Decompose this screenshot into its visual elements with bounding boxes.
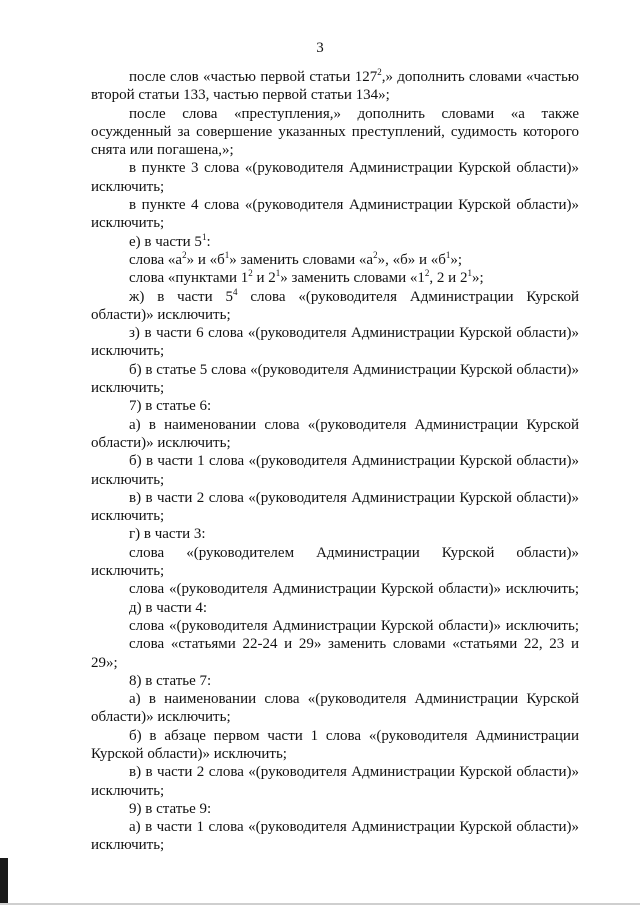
paragraph: 8) в статье 7: xyxy=(129,672,212,689)
paragraph: б) в абзаце первом части 1 слова «(руководителя Администрации Курской области)» исключить; xyxy=(91,727,579,762)
paragraph: ж) в части $5^4$ слова «(руководителя Администрации Курской области)» исключить; xyxy=(91,286,579,323)
paragraph: слова «(руководителя Администрации Курской области)» исключить; xyxy=(129,617,579,634)
paragraph: г) в части 3: xyxy=(129,526,206,543)
paragraph: б) в статье 5 слова «(руководителя Администрации Курской области)» исключить; xyxy=(91,361,579,397)
paragraph: в) в части 2 слова «(руководителя Администрации Курской области)» исключить; xyxy=(91,489,579,525)
paragraph: 7) в статье 6: xyxy=(129,398,212,415)
paragraph: д) в части 4: xyxy=(129,599,208,616)
paragraph: слова «(руководителя Администрации Курской области)» исключить; xyxy=(129,581,579,598)
paragraph: б) в части 1 слова «(руководителя Администрации Курской области)» исключить; xyxy=(91,453,579,488)
paragraph: в) в части 2 слова «(руководителя Администрации Курской области)» исключить; xyxy=(91,764,579,799)
paragraph: слова «(руководителем Администрации Курской области)» исключить; xyxy=(91,544,579,580)
paragraph: слова «статьями 22-24 и 29» заменить словами «статьями 22, 23 и 29»; xyxy=(91,636,579,671)
paragraph: слова «пунктами $1^2$ и $2^1$» заменить словами «$1^2$, 2 и $2^1$»; xyxy=(129,268,484,287)
paragraph: з) в части 6 слова «(руководителя Администрации Курской области)» исключить; xyxy=(91,325,579,360)
paragraph: после слов «частью первой статьи $127^2$,» дополнить словами «частью второй статьи 133, частью первой статьи 134»; xyxy=(91,67,579,104)
paragraph: 9) в статье 9: xyxy=(129,800,212,817)
paragraph: после слова «преступления,» дополнить словами «а также осужденный за совершение указанных преступлений, судимость которого снята или погашена,»; xyxy=(91,105,579,159)
paragraph: е) в части $5^1$: xyxy=(129,231,211,250)
paragraph: слова «$а^2$» и «$б^1$» заменить словами «$а^2$», «б» и «$б^1$»; xyxy=(129,249,463,268)
paragraph: в пункте 3 слова «(руководителя Администрации Курской области)» исключить; xyxy=(91,160,579,195)
scan-edge-shadow xyxy=(0,858,8,905)
paragraph: в пункте 4 слова «(руководителя Администрации Курской области)» исключить; xyxy=(91,197,579,232)
paragraph: а) в наименовании слова «(руководителя Администрации Курской области)» исключить; xyxy=(91,691,579,726)
paragraph: а) в части 1 слова «(руководителя Администрации Курской области)» исключить; xyxy=(91,819,579,854)
page-number: 3 xyxy=(316,40,324,56)
document-body xyxy=(91,68,579,855)
paragraph: а) в наименовании слова «(руководителя Администрации Курской области)» исключить; xyxy=(91,416,579,451)
